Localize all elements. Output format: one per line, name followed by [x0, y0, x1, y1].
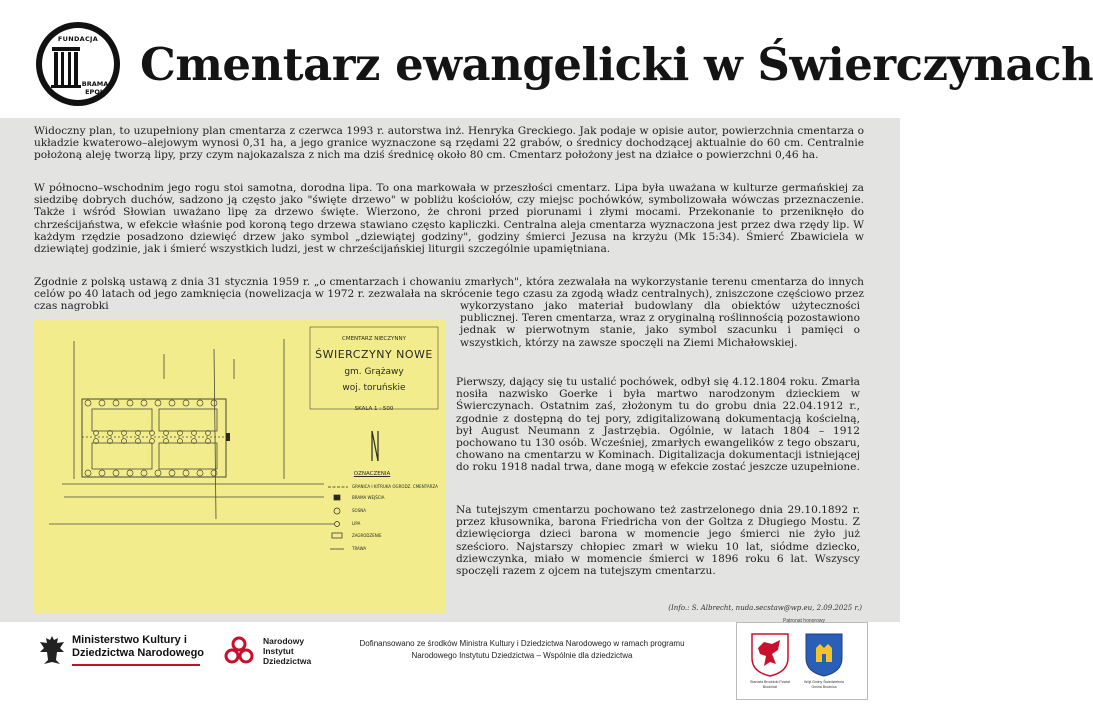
nid-name: Narodowy Instytut Dziedzictwa: [263, 636, 312, 666]
funding-note: Dofinansowano ze środków Ministra Kultury i Dziedzictwa Narodowego w ramach programu Narodowego Instytutu Dziedzictwa – Wspólnie dla dziedzictwa: [359, 639, 685, 660]
paragraph-law-continued: wykorzystano jako materiał budowlany dla obiektów użyteczności publicznej. Teren cmentarza, wraz z oryginalną roślinnością pozostawiono jednak w pierwotnym stanie, jako symbol szacunku i pamięci o wszystkich, którzy na zawsze spoczęli na Ziemi Michałowskiej.: [460, 300, 860, 349]
logo-top-text: FUNDACJA: [57, 35, 99, 43]
legend-item: LIPA: [352, 521, 361, 526]
nid-logo-icon: [222, 634, 256, 668]
gate-icon: [51, 45, 81, 89]
ministry-name: Ministerstwo Kultury i Dziedzictwa Narodowego: [72, 634, 205, 659]
polish-eagle-icon: [38, 634, 66, 668]
cemetery-plan-map: [34, 319, 446, 614]
map-heading: CMENTARZ NIECZYNNY: [342, 336, 406, 342]
legend-item: TRAWA: [352, 546, 367, 551]
commune-coat-of-arms-icon: [804, 632, 844, 678]
paragraph-linden: W północno–wschodnim jego rogu stoi samotna, dorodna lipa. To ona markowała w przeszłości cmentarz. Lipa była uważana w kulturze germańskiej za siedzibę dobrych duchów, sadzono ją często jako "święte drzewo" w pobliżu kościołów, czy miejsc pochówków, symbolizowała wówczas przeznaczenie. Także i wśród Słowian uważano lipę za drzewo święte. Wierzono, że chroni przed piorunami i złymi mocami. Przekonanie to przeniknęło do chrześcijaństwa, w efekcie właśnie pod koroną tego drzewa stawiano często kapliczki. Centralna aleja cmentarza wyznaczona jest przez dwa rzędy lip. W każdym rzędzie posadzono dziewięć drzew jako symbol „dziewiątej godziny", godziny śmierci Jezusa na krzyżu (Mk 15:34). Śmierć Zbawiciela w dziewiątej godzinie, jak i śmierć wszystkich ludzi, jest w chrześcijańskiej liturgii szczególnie upamiętniana.: [34, 182, 864, 256]
footer: [0, 618, 900, 704]
map-wojewodztwo: woj. toruńskie: [342, 383, 406, 393]
paragraph-burials: Pierwszy, dający się tu ustalić pochówek, odbył się 4.12.1804 roku. Zmarła nosiła nazwisko Goerke i była martwo narodzonym dzieckiem w Świerczynach. Ostatnim zaś, złożonym tu do grobu dnia 22.04.1912 r., zgodnie z dostępną do tej pory, zdigitalizowaną dokumentacją kościelną, był August Neumann z Jastrzębia. Ogólnie, w latach 1804 – 1912 pochowano tu 130 osób. Wcześniej, zmarłych ewangelików z tego obszaru, chowano na cmentarzu w Kominach. Digitalizacja dokumentacji istniejącej do roku 1918 nadal trwa, dane mogą w efekcie zostać jeszcze uzupełnione.: [456, 376, 860, 474]
legend-item: SOSNA: [352, 508, 366, 513]
map-gmina: gm. Grążawy: [344, 367, 404, 377]
commune-caption: Wójt Gminy Świedziebnia Gmina Brodnica: [804, 680, 844, 689]
map-scale: SKALA 1 : 500: [354, 406, 394, 412]
county-caption: Starosta Brodnicki Powiat Brodnicki: [750, 680, 790, 689]
honorary-patronage-label: Patronat honorowy: [783, 618, 825, 624]
paragraph-law: Zgodnie z polską ustawą z dnia 31 stycznia 1959 r. „o cmentarzach i chowaniu zmarłych", która zezwalała na wykorzystanie terenu cmentarza do innych celów po 40 latach od jego zamknięcia (nowelizacja w 1972 r. zezwalała na skrócenie tego czasu za zgodą władz centralnych), zniszczone częściowo przez czas nagrobki: [34, 276, 864, 313]
county-coat-of-arms-icon: [750, 632, 790, 678]
paragraph-baron: Na tutejszym cmentarzu pochowano też zastrzelonego dnia 29.10.1892 r. przez kłusownika, barona Friedricha von der Goltza z Długiego Mostu. Z dziewięciorga dzieci barona w momencie jego śmierci nie żyło już sześcioro. Najstarszy chłopiec zmarł w wieku 10 lat, siódme dziecko, dziewczynka, miało w momencie śmierci w 1896 roku 6 lat. Wszyscy spoczęli razem z ojcem na tutejszym cmentarzu.: [456, 504, 860, 578]
logo-bottom-text: BRAMA EPOK: [81, 80, 109, 96]
paragraph-plan: Widoczny plan, to uzupełniony plan cmentarza z czerwca 1993 r. autorstwa inż. Henryka Greckiego. Jak podaje w opisie autor, powierzchnia cmentarza o układzie kwaterowo–alejowym wynosi 0,31 ha, a jego granice wyznaczone są rzędami 22 grabów, o średnicy dochodzącej aktualnie do 60 cm. Centralnie położoną aleję tworzą lipy, przy czym najokazalsza z nich ma dziś średnicę około 80 cm. Cmentarz położony jest na działce o powierzchni 0,46 ha.: [34, 125, 864, 162]
legend-item: BRAMA WEJŚCIA: [352, 495, 385, 500]
cemetery-plan-drawing: [34, 319, 446, 614]
map-place: ŚWIERCZYNY NOWE: [315, 348, 433, 361]
legend-item: GRANICA I KITRUKA OGRODZ. CMENTARZA: [352, 484, 438, 489]
ministry-underline: [72, 664, 200, 666]
source-note: (Info.: S. Albrecht, nuda.secstaw@wp.eu, 2.09.2025 r.): [668, 604, 862, 612]
header: [0, 0, 1093, 118]
map-legend-title: OZNACZENIA: [353, 471, 391, 477]
page-title: Cmentarz ewangelicki w Świerczynach: [140, 38, 1093, 91]
legend-item: ZAGRODZENIE: [352, 533, 382, 538]
main-panel: [0, 118, 900, 622]
foundation-logo: [36, 22, 120, 106]
